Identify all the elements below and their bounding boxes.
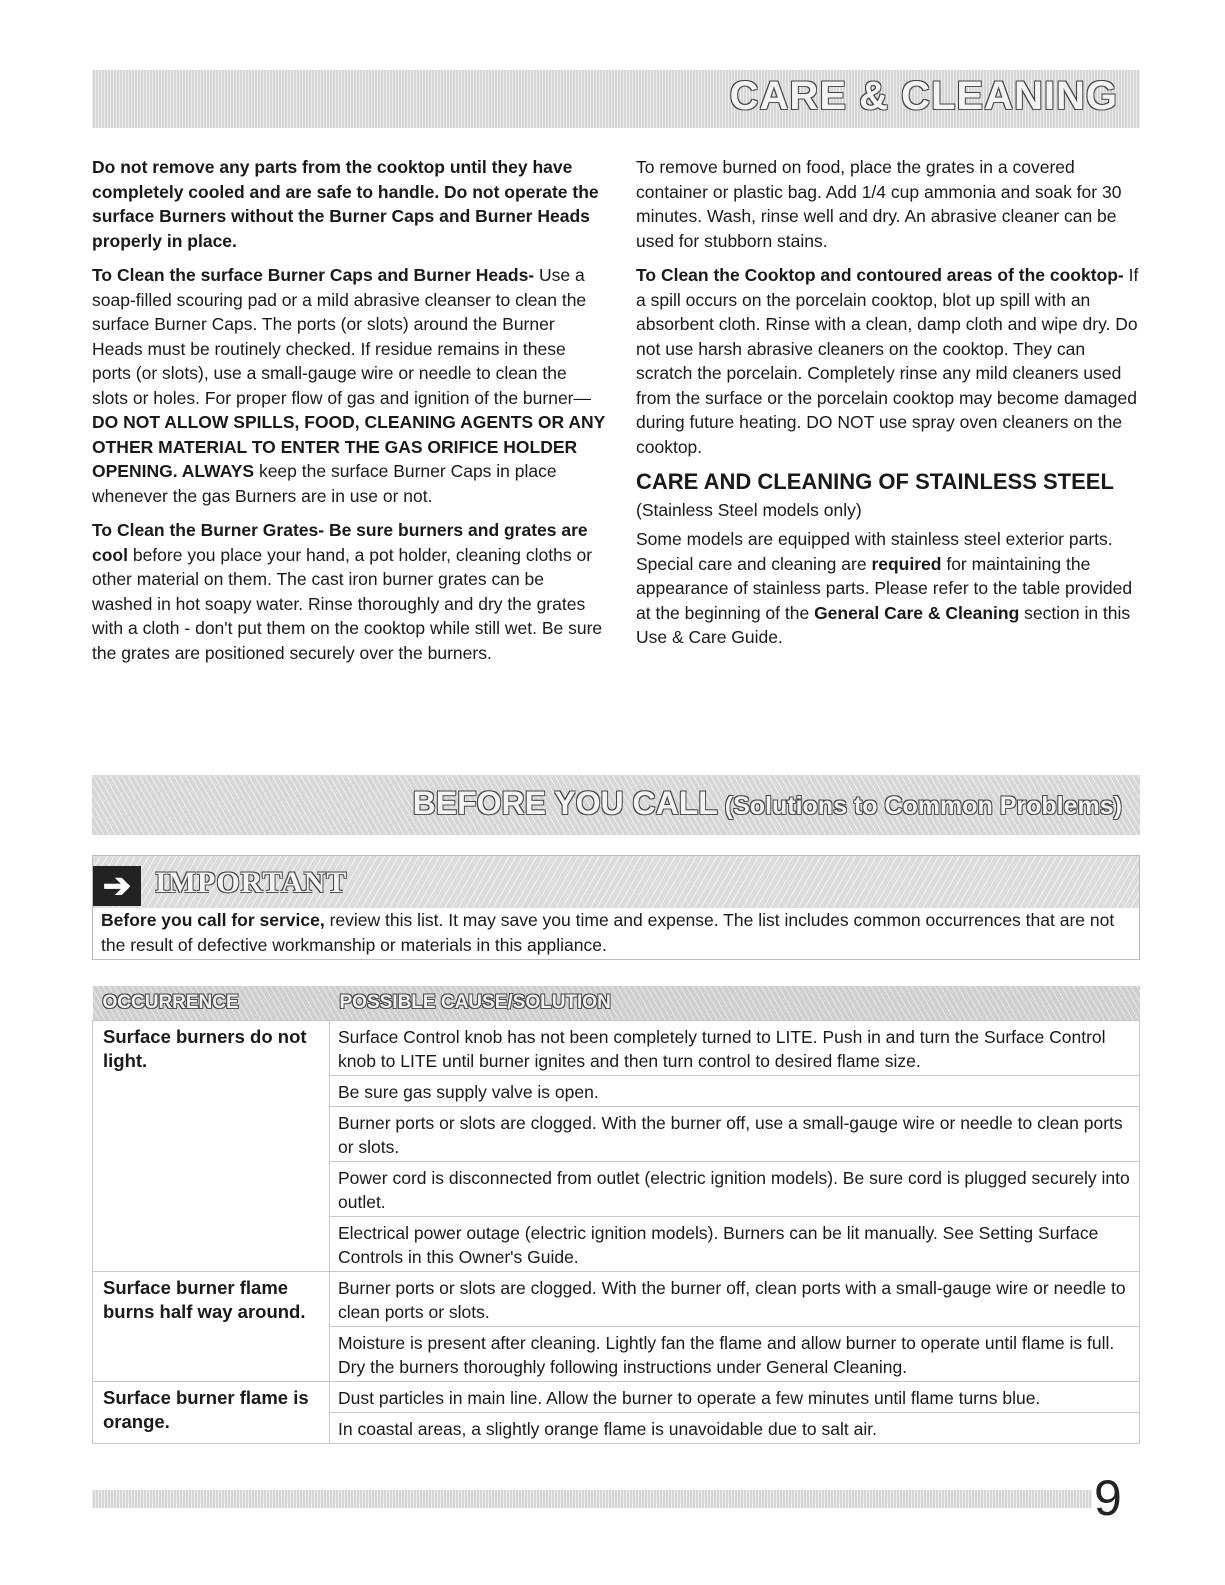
burner-grates-heading: To Clean the Burner Grates- Be sure burners and grates are cool [92,520,588,565]
solution-cell: Be sure gas supply valve is open. [330,1076,1140,1107]
solution-cell: Dust particles in main line. Allow the burner to operate a few minutes until flame turns blue. [330,1382,1140,1413]
solution-header: POSSIBLE CAUSE/SOLUTION [330,986,1140,1021]
solution-cell: Burner ports or slots are clogged. With the burner off, use a small-gauge wire or needle to clean ports or slots. [330,1107,1140,1162]
table-row [93,1272,1140,1327]
stainless-text-3: section in this Use & Care Guide. [636,602,1131,647]
before-you-call-banner [92,775,1140,835]
left-column [92,155,607,675]
occurrence-cell: Surface burner flame burns half way around. [93,1272,330,1382]
occurrence-header: OCCURRENCE [93,986,330,1021]
stainless-paragraph [636,527,1146,650]
before-you-call-title [413,785,1122,822]
stainless-required: required [871,553,942,574]
table-row [93,1382,1140,1413]
care-cleaning-title: CARE & CLEANING [729,74,1118,118]
cooktop-heading: To Clean the Cooktop and contoured areas of the cooktop- [636,265,1124,285]
cooktop-paragraph [636,263,1146,459]
important-body: review this list. It may save you time and expense. The list includes common occurrences that are not the result of defective workmanship or materials in this appliance. [101,910,1115,955]
burner-caps-end: keep the surface Burner Caps in place whenever the gas Burners are in use or not. [92,461,557,506]
stainless-heading-text: CARE AND CLEANING OF STAINLESS STEEL [636,469,1114,494]
solution-cell: Surface Control knob has not been completely turned to LITE. Push in and turn the Surface Control knob to LITE until burner ignites and then turn control to desired flame size. [330,1021,1140,1076]
burned-food-paragraph: To remove burned on food, place the grates in a covered container or plastic bag. Add 1/4 cup ammonia and soak for 30 minutes. Wash, rinse well and dry. An abrasive cleaner can be used for stubborn stains. [636,157,1122,251]
solution-cell: Burner ports or slots are clogged. With the burner off, clean ports with a small-gauge wire or needle to clean ports or slots. [330,1272,1140,1327]
footer-bar [92,1490,1092,1508]
stainless-note: (Stainless Steel models only) [636,500,862,520]
arrow-right-icon: ➔ [93,866,141,906]
solution-cell: Power cord is disconnected from outlet (electric ignition models). Be sure cord is plugged securely into outlet. [330,1162,1140,1217]
burner-caps-warning: DO NOT ALLOW SPILLS, FOOD, CLEANING AGENTS OR ANY OTHER MATERIAL TO ENTER THE GAS ORIFICE HOLDER OPENING. ALWAYS [92,412,606,481]
important-notice [92,855,1140,960]
solution-cell: Electrical power outage (electric ignition models). Burners can be lit manually. See Setting Surface Controls in this Owner's Guide. [330,1217,1140,1272]
table-header-row [93,986,1140,1021]
important-header [93,856,1139,908]
warning-paragraph: Do not remove any parts from the cooktop until they have completely cooled and are safe to handle. Do not operate the surface Burners without the Burner Caps and Burner Heads properly in place. [92,157,599,251]
table-row [93,1021,1140,1076]
stainless-heading [636,469,1146,523]
solution-cell: In coastal areas, a slightly orange flame is unavoidable due to salt air. [330,1413,1140,1444]
right-column [636,155,1146,660]
burner-caps-paragraph [92,263,607,508]
burner-caps-text: Use a soap-filled scouring pad or a mild abrasive cleanser to clean the surface Burner Caps. The ports (or slots) around the Burner Heads must be routinely checked. If residue remains in these ports (or slots), use a small-gauge wire or needle to clean the slots or holes. For proper flow of gas and ignition of the burner— [92,265,592,408]
important-lead: Before you call for service, [101,910,325,930]
stainless-text-1: Some models are equipped with stainless steel exterior parts. Special care and cleaning are [636,529,1113,574]
important-title: IMPORTANT [155,866,348,899]
troubleshooting-table [92,986,1140,1444]
solution-cell: Moisture is present after cleaning. Lightly fan the flame and allow burner to operate until flame is full. Dry the burners thoroughly following instructions under General Cleaning. [330,1327,1140,1382]
occurrence-cell: Surface burner flame is orange. [93,1382,330,1444]
cooktop-text: If a spill occurs on the porcelain cooktop, blot up spill with an absorbent cloth. Rinse with a clean, damp cloth and wipe dry. Do not use harsh abrasive cleaners on the cooktop. They can scratch the porcelain. Completely rinse any mild cleaners used from the surface or the porcelain cooktop may become damaged during future heating. DO NOT use spray oven cleaners on the cooktop. [636,265,1139,457]
important-text [93,908,1139,957]
burner-grates-paragraph [92,518,607,665]
before-you-call-main: BEFORE YOU CALL [412,785,718,821]
burner-caps-heading: To Clean the surface Burner Caps and Burner Heads- [92,265,535,285]
before-you-call-subtitle: (Solutions to Common Problems) [717,792,1122,820]
stainless-section-ref: General Care & Cleaning [814,602,1020,623]
burner-grates-text: before you place your hand, a pot holder, cleaning cloths or other material on them. The cast iron burner grates can be washed in hot soapy water. Rinse thoroughly and dry the grates with a cloth - don't put them on the cooktop while still wet. Be sure the grates are positioned securely over the burners. [92,544,603,663]
occurrence-cell: Surface burners do not light. [93,1021,330,1272]
page-number: 9 [1094,1470,1122,1526]
stainless-text-2: for maintaining the appearance of stainless parts. Please refer to the table provided at the beginning of the [636,553,1133,623]
care-cleaning-banner [92,70,1140,128]
